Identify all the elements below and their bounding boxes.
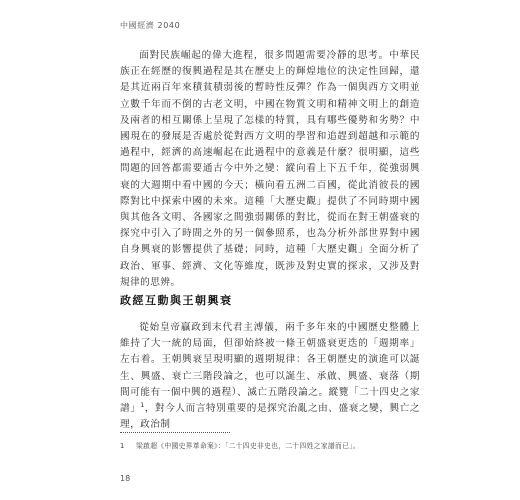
footnote [120, 440, 420, 450]
body-text [120, 48, 420, 291]
section-heading: 政經互動與王朝興衰 [120, 294, 233, 307]
paragraph: 面對民族崛起的偉大進程，很多問題需要冷靜的思考。中華民族正在經歷的復興過程是其在歷史上的輝煌地位的決定性回歸，還是其近兩百年來積貧積弱後的暫時性反彈？作為一個與西方文明並立數千年而不倒的古老文明，中國在物質文明和精神文明上的創造及兩者的相互關係上呈現了怎樣的特質，具有哪些優勢和劣勢？中國現在的發展是否處於從對西方文明的學習和追趕到超越和示範的過程中，經濟的高速崛起在此過程中的意義是什麼？很明顯，這些問題的回答都需要通古今中外之變：縱向看上下五千年，從強弱興衰的大週期中看中國的今天；橫向看五洲二百國，從此消彼長的國際對比中探索中國的未來。這種「大歷史觀」提供了不同時期中國與其他各文明、各國家之間強弱關係的對比，從而在對王朝盛衰的探究中引入了時間之外的另一個參照系，也為分析外部世界對中國自身興衰的影響提供了基礎；同時，這種「大歷史觀」全面分析了政治、軍事、經濟、文化等維度，既涉及對史實的探求，又涉及對規律的思辨。 [120, 50, 420, 288]
footnote-reference[interactable]: 1 [140, 401, 145, 409]
paragraph-text: 從始皇帝贏政到末代君主溥儀，兩千多年來的中國歷史整體上維持了大一統的局面，但卻始終被一條王朝盛衰更迭的「週期率」左右着。王朝興衰呈現明顯的週期規律：各王朝歷史的演進可以誕生、興盛、衰亡三階段論之，也可以誕生、承啟、興盛、衰落（期間可能有一個中興的過程）、滅亡五階段論之。縱覽「二十四史之家譜」 [120, 322, 420, 415]
section-body-text [120, 320, 420, 433]
footnote-number: 1 [120, 442, 125, 450]
page-number: 18 [120, 474, 131, 483]
paragraph [120, 320, 420, 433]
running-header: 中國經濟 2040 [120, 21, 181, 30]
footnote-divider [120, 432, 230, 433]
paragraph-text-continued: ，對今人而言特別重要的是探究治亂之由、盛衰之變，興亡之理，政治制 [120, 403, 421, 431]
footnote-text: 梁啟超《中國史界革命案》：「二十四史非史也，二十四姓之家譜而已」。 [136, 442, 360, 450]
